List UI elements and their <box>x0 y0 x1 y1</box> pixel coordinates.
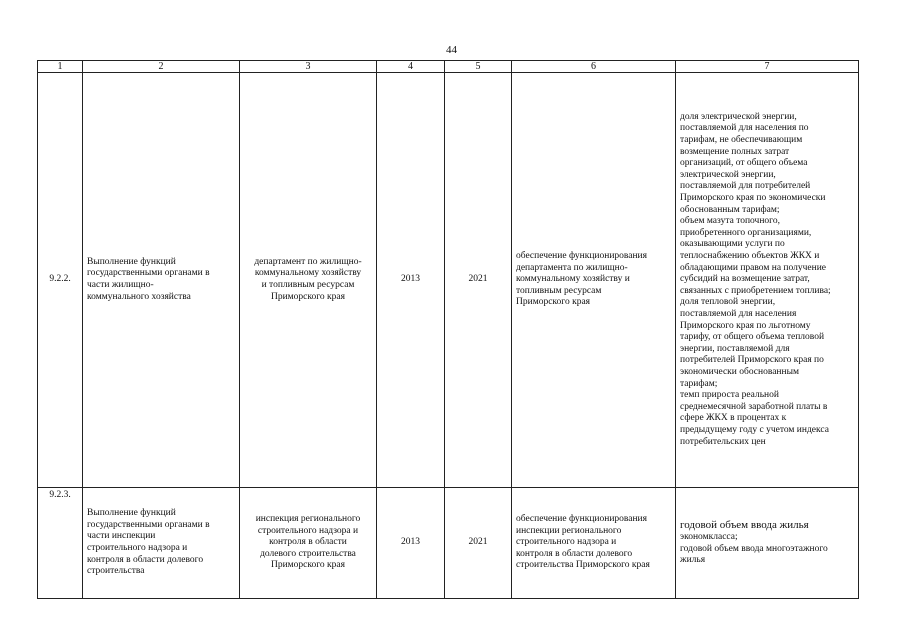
target-indicators <box>676 488 859 599</box>
end-year: 2021 <box>445 73 512 488</box>
table-row <box>38 488 859 599</box>
expected-result: обеспечение функционирования департамента по жилищно- коммунальному хозяйству и топливным ресурсам Приморского края <box>512 73 676 488</box>
end-year: 2021 <box>445 488 512 599</box>
expected-result: обеспечение функционирования инспекции регионального строительного надзора и контроля в области долевого строительства Приморского края <box>512 488 676 599</box>
program-activities-table <box>37 60 859 599</box>
row-number: 9.2.2. <box>38 73 83 488</box>
indicator-rest: экономкласса; годовой объем ввода многоэтажного жилья <box>680 532 828 566</box>
responsible-executor: инспекция регионального строительного надзора и контроля в области долевого строительства Приморского края <box>240 488 377 599</box>
activity-name: Выполнение функций государственными органами в части жилищно- коммунального хозяйства <box>83 73 240 488</box>
column-header-2: 2 <box>83 61 240 73</box>
column-header-1: 1 <box>38 61 83 73</box>
column-number-header-row <box>38 61 859 73</box>
column-header-6: 6 <box>512 61 676 73</box>
row-number: 9.2.3. <box>38 488 83 599</box>
column-header-3: 3 <box>240 61 377 73</box>
start-year: 2013 <box>377 488 445 599</box>
column-header-5: 5 <box>445 61 512 73</box>
table-row <box>38 73 859 488</box>
column-header-4: 4 <box>377 61 445 73</box>
target-indicators: доля электрической энергии, поставляемой для населения по тарифам, не обеспечивающим возмещение полных затрат организаций, от общего объема электрической энергии, поставляемой для потребителей Приморского края по экономически обоснованным тарифам; объем мазута топочного, приобретенного организациями, оказывающими услуги по теплоснабжению объектов ЖКХ и обладающими правом на получение субсидий на возмещение затрат, связанных с приобретением топлива; доля тепловой энергии, поставляемой для населения Приморского края по льготному тарифу, от общего объема тепловой энергии, поставляемой для потребителей Приморского края по экономически обоснованным тарифам; темп прироста реальной среднемесячной заработной платы в сфере ЖКХ в процентах к предыдущему году с учетом индекса потребительских цен <box>676 73 859 488</box>
activity-name: Выполнение функций государственными органами в части инспекции строительного надзора и контроля в области долевого строительства <box>83 488 240 599</box>
column-header-7: 7 <box>676 61 859 73</box>
responsible-executor: департамент по жилищно- коммунальному хозяйству и топливным ресурсам Приморского края <box>240 73 377 488</box>
indicator-housing-volume: годовой объем ввода жилья <box>680 519 809 532</box>
start-year: 2013 <box>377 73 445 488</box>
page-number: 44 <box>446 44 457 56</box>
